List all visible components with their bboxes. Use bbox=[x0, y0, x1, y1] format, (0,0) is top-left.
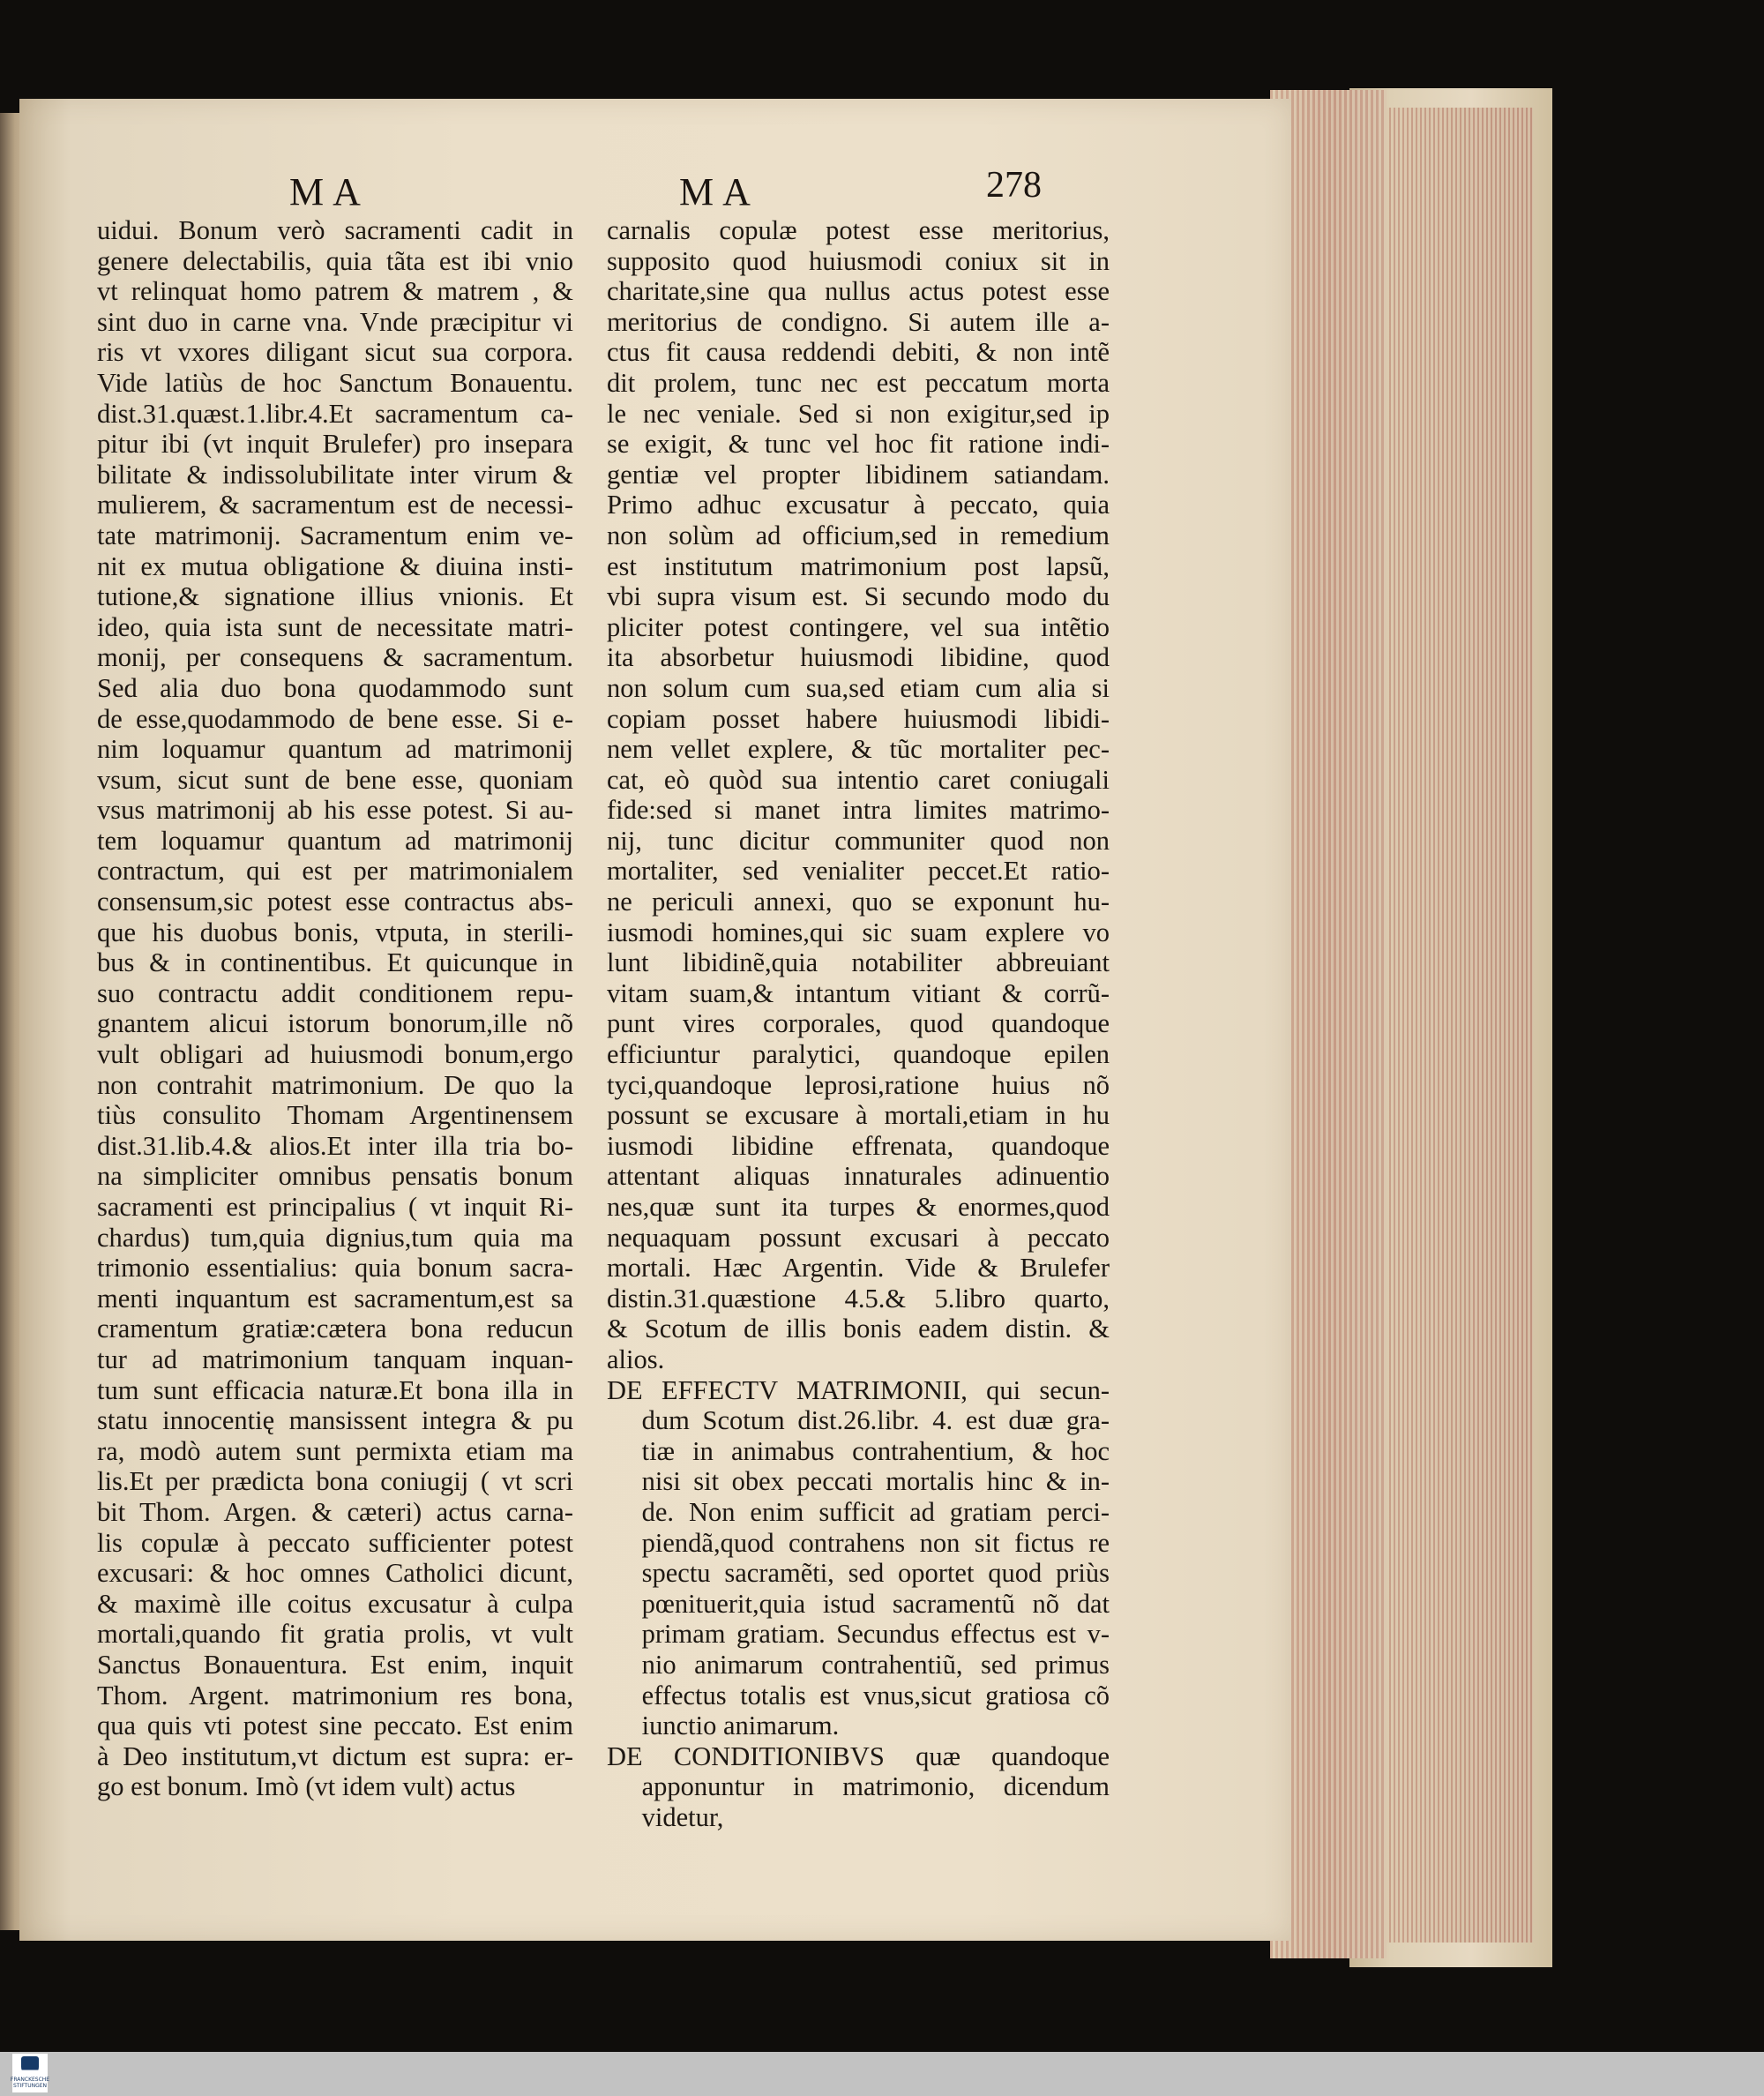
text-line: spectu sacramẽti, sed oportet quod priùs bbox=[641, 1558, 1110, 1589]
text-line: dist.31.lib.4.& alios.Et inter illa tria bo- bbox=[97, 1130, 573, 1161]
text-line: nisi sit obex peccati mortalis hinc & in- bbox=[641, 1466, 1110, 1497]
text-line: Sanctus Bonauentura. Est enim, inquit bbox=[97, 1649, 573, 1680]
text-line: de esse,quodammodo de bene esse. Si e- bbox=[97, 703, 573, 734]
text-line: cramentum gratiæ:cætera bona reducun bbox=[97, 1314, 573, 1344]
text-line: alios. bbox=[607, 1344, 665, 1374]
text-line: excusari: & hoc omnes Catholici dicunt, bbox=[97, 1558, 573, 1589]
text-line: mortaliter, sed venialiter peccet.Et ratio- bbox=[607, 856, 1110, 887]
text-line: DE CONDITIONIBVS quæ quandoque bbox=[607, 1740, 1110, 1771]
text-line: ita absorbetur huiusmodi libidine, quod bbox=[607, 642, 1110, 673]
text-line: consensum,sic potest esse contractus abs- bbox=[97, 887, 573, 917]
running-head-right: MA bbox=[679, 170, 759, 213]
text-line: punt vires corporales, quod quandoque bbox=[607, 1008, 1110, 1039]
text-line: menti inquantum est sacramentum,est sa bbox=[97, 1283, 573, 1314]
text-line: mortali,quando fit gratia prolis, vt vult bbox=[97, 1619, 573, 1650]
text-line: pœnituerit,quia istud sacramentũ nõ dat bbox=[641, 1588, 1110, 1619]
text-line: genere delectabilis, quia tãta est ibi vnio bbox=[97, 245, 573, 276]
back-text-block-edge bbox=[1376, 108, 1533, 1943]
text-line: nit ex mutua obligatione & diuina insti- bbox=[97, 550, 573, 581]
text-line: trimonio essentialius: quia bonum sacra- bbox=[97, 1253, 573, 1284]
text-line: carnalis copulæ potest esse meritorius, bbox=[607, 215, 1110, 245]
text-line: non solùm ad officium,sed in remedium bbox=[607, 520, 1110, 550]
text-line: vitam suam,& intantum vitiant & corrũ- bbox=[607, 977, 1110, 1008]
text-line: sint duo in carne vna. Vnde præcipitur vi bbox=[97, 306, 573, 337]
text-line: supposito quod huiusmodi coniux sit in bbox=[607, 245, 1110, 276]
text-line: lis copulæ à peccato sufficienter potest bbox=[97, 1527, 573, 1558]
text-line: cat, eò quòd sua intentio caret coniugali bbox=[607, 764, 1110, 795]
text-line: tum sunt efficacia naturæ.Et bona illa in bbox=[97, 1374, 573, 1405]
text-line: meritorius de condigno. Si autem ille a- bbox=[607, 306, 1110, 337]
text-line: de. Non enim sufficit ad gratiam perci- bbox=[641, 1496, 1110, 1527]
text-line: mortali. Hæc Argentin. Vide & Brulefer bbox=[607, 1253, 1110, 1284]
text-line: nio animarum contrahentiũ, sed primus bbox=[641, 1649, 1110, 1680]
text-line: lunt libidinẽ,quia notabiliter abbreuiant bbox=[607, 947, 1110, 978]
text-line: nequaquam possunt excusari à peccato bbox=[607, 1222, 1110, 1253]
text-line: monij, per consequens & sacramentum. bbox=[97, 642, 573, 673]
text-line: chardus) tum,quia dignius,tum quia ma bbox=[97, 1222, 573, 1253]
text-line: dist.31.quæst.1.libr.4.Et sacramentum ca- bbox=[97, 398, 573, 429]
text-line: distin.31.quæstione 4.5.& 5.libro quarto, bbox=[607, 1283, 1110, 1314]
text-line: go est bonum. Imò (vt idem vult) actus bbox=[97, 1771, 516, 1802]
text-line: ne periculi annexi, quo se exponunt hu- bbox=[607, 887, 1110, 917]
text-line: suo contractu addit conditionem repu- bbox=[97, 977, 573, 1008]
text-line: tyci,quandoque leprosi,ratione huius nõ bbox=[607, 1069, 1110, 1100]
text-line: à Deo institutum,vt dictum est supra: er- bbox=[97, 1740, 573, 1771]
text-line: ra, modò autem sunt permixta etiam ma bbox=[97, 1435, 573, 1466]
text-line: Sed alia duo bona quodammodo sunt bbox=[97, 672, 573, 703]
text-line: sacramenti est principalius ( vt inquit Ri- bbox=[97, 1192, 573, 1222]
text-line: non contrahit matrimonium. De quo la bbox=[97, 1069, 573, 1100]
text-line: dum Scotum dist.26.libr. 4. est duæ gra- bbox=[641, 1405, 1110, 1436]
text-line: tutione,& signatione illius vnionis. Et bbox=[97, 581, 573, 612]
text-line: copiam posset habere huiusmodi libidi- bbox=[607, 703, 1110, 734]
text-line: lis.Et per prædicta bona coniugij ( vt scri bbox=[97, 1466, 573, 1497]
text-line: bus & in continentibus. Et quicunque in bbox=[97, 947, 573, 978]
text-line: Vide latiùs de hoc Sanctum Bonauentu. bbox=[97, 367, 573, 398]
text-line: & Scotum de illis bonis eadem distin. & bbox=[607, 1314, 1110, 1344]
text-line: que his duobus bonis, vtputa, in sterili- bbox=[97, 917, 573, 947]
text-line: pitur ibi (vt inquit Brulefer) pro insepara bbox=[97, 429, 573, 460]
text-line: possunt se excusare à mortali,etiam in hu bbox=[607, 1100, 1110, 1131]
text-line: videtur, bbox=[641, 1801, 724, 1832]
text-line: mulierem, & sacramentum est de necessi- bbox=[97, 490, 573, 520]
text-line: vsus matrimonij ab his esse potest. Si au- bbox=[97, 795, 573, 826]
text-line: ctus fit causa reddendi debiti, & non intẽ bbox=[607, 337, 1110, 368]
left-text-column bbox=[97, 215, 573, 1802]
text-line: le nec veniale. Sed si non exigitur,sed ip bbox=[607, 398, 1110, 429]
text-line: primam gratiam. Secundus effectus est v- bbox=[641, 1619, 1110, 1650]
text-line: ideo, quia ista sunt de necessitate matri- bbox=[97, 611, 573, 642]
text-line: Primo adhuc excusatur à peccato, quia bbox=[607, 490, 1110, 520]
text-line: na simpliciter omnibus pensatis bonum bbox=[97, 1161, 573, 1192]
text-line: apponuntur in matrimonio, dicendum bbox=[641, 1771, 1110, 1802]
text-line: gentiæ vel propter libidinem satiandam. bbox=[607, 459, 1110, 490]
text-line: effectus totalis est vnus,sicut gratiosa cõ bbox=[641, 1680, 1110, 1710]
text-line: Thom. Argent. matrimonium res bona, bbox=[97, 1680, 573, 1710]
text-line: tur ad matrimonium tanquam inquan- bbox=[97, 1344, 573, 1374]
logo-caption: FRANCKESCHE STIFTUNGEN bbox=[10, 2077, 50, 2089]
text-line: bilitate & indissolubilitate inter virum & bbox=[97, 459, 573, 490]
text-line: statu innocentię mansissent integra & pu bbox=[97, 1405, 573, 1436]
text-line: piendã,quod contrahens non sit fictus re bbox=[641, 1527, 1110, 1558]
text-line: dit prolem, tunc nec est peccatum morta bbox=[607, 367, 1110, 398]
text-line: iunctio animarum. bbox=[641, 1710, 840, 1741]
text-line: uidui. Bonum verò sacramenti cadit in bbox=[97, 215, 573, 245]
text-line: attentant aliquas innaturales adinuentio bbox=[607, 1161, 1110, 1192]
text-line: vt relinquat homo patrem & matrem , & bbox=[97, 276, 573, 307]
text-line: tiùs consulito Thomam Argentinensem bbox=[97, 1100, 573, 1131]
logo-shield-icon bbox=[21, 2056, 39, 2076]
viewer-footer-strip bbox=[0, 2052, 1764, 2096]
running-head-left: MA bbox=[289, 170, 370, 213]
text-line: vsum, sicut sunt de bene esse, quoniam bbox=[97, 764, 573, 795]
library-logo-icon bbox=[12, 2054, 48, 2092]
text-line: bit Thom. Argen. & cæteri) actus carna- bbox=[97, 1496, 573, 1527]
text-line: tate matrimonij. Sacramentum enim ve- bbox=[97, 520, 573, 550]
text-line: ris vt vxores diligant sicut sua corpora. bbox=[97, 337, 573, 368]
text-line: iusmodi homines,qui sic suam explere vo bbox=[607, 917, 1110, 947]
page-number: 278 bbox=[986, 165, 1042, 206]
text-line: non solum cum sua,sed etiam cum alia si bbox=[607, 672, 1110, 703]
text-line: vbi supra visum est. Si secundo modo du bbox=[607, 581, 1110, 612]
text-line: gnantem alicui istorum bonorum,ille nõ bbox=[97, 1008, 573, 1039]
text-line: charitate,sine qua nullus actus potest esse bbox=[607, 276, 1110, 307]
text-line: qua quis vti potest sine peccato. Est enim bbox=[97, 1710, 573, 1741]
text-line: nij, tunc dicitur communiter quod non bbox=[607, 825, 1110, 856]
text-line: nim loquamur quantum ad matrimonij bbox=[97, 734, 573, 765]
text-line: pliciter potest contingere, vel sua intẽtio bbox=[607, 611, 1110, 642]
text-line: fide:sed si manet intra limites matrimo- bbox=[607, 795, 1110, 826]
text-line: tiæ in animabus contrahentium, & hoc bbox=[641, 1435, 1110, 1466]
text-line: efficiuntur paralytici, quandoque epilen bbox=[607, 1039, 1110, 1070]
text-line: se exigit, & tunc vel hoc fit ratione indi- bbox=[607, 429, 1110, 460]
text-line: iusmodi libidine effrenata, quandoque bbox=[607, 1130, 1110, 1161]
right-text-column bbox=[607, 215, 1110, 1832]
text-line: & maximè ille coitus excusatur à culpa bbox=[97, 1588, 573, 1619]
text-line: contractum, qui est per matrimonialem bbox=[97, 856, 573, 887]
text-line: DE EFFECTV MATRIMONII, qui secun- bbox=[607, 1374, 1110, 1405]
text-line: nes,quæ sunt ita turpes & enormes,quod bbox=[607, 1192, 1110, 1222]
text-line: est institutum matrimonium post lapsũ, bbox=[607, 550, 1110, 581]
text-line: tem loquamur quantum ad matrimonij bbox=[97, 825, 573, 856]
text-line: vult obligari ad huiusmodi bonum,ergo bbox=[97, 1039, 573, 1070]
text-line: nem vellet explere, & tũc mortaliter pec- bbox=[607, 734, 1110, 765]
